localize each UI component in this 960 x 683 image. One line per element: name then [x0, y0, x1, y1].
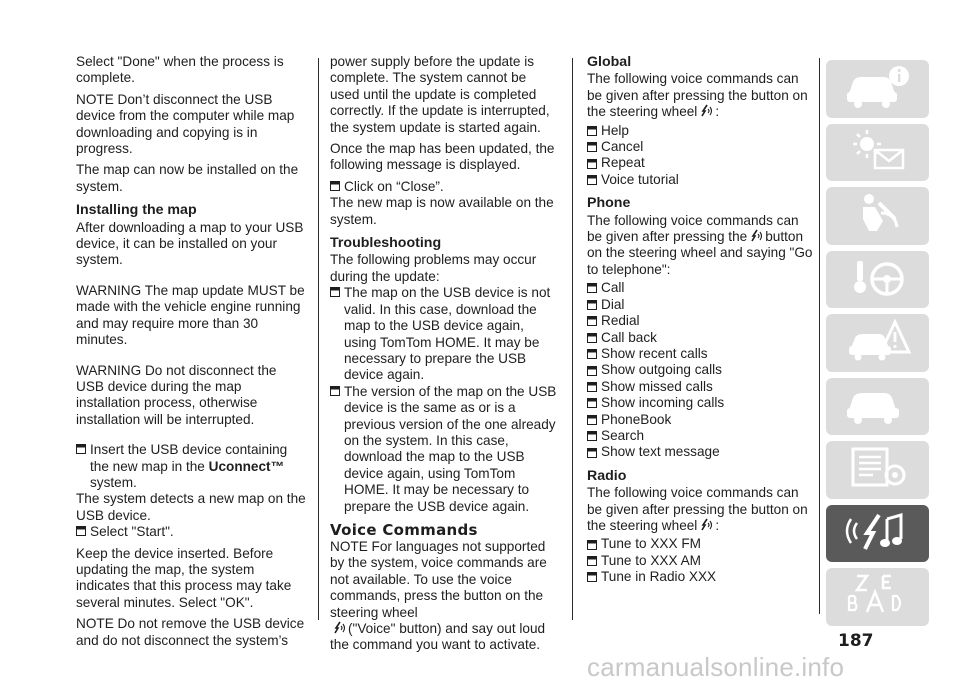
tab-index[interactable] [826, 568, 929, 626]
heading-voice-commands: Voice Commands [330, 520, 478, 539]
note-paragraph: NOTE For languages not supported by the system, voice commands are not available. To use the voice commands, press the button on the steering wheel ("Voice" button) and say out loud the command you want to activate. [330, 538, 547, 653]
bullet-icon [587, 415, 597, 425]
heading-troubleshooting: Troubleshooting [330, 235, 442, 252]
command-list-item [587, 172, 815, 188]
bullet-icon [587, 283, 597, 293]
command-list-item [587, 428, 815, 444]
warning-paragraph: WARNING The map update MUST be made with the vehicle engine running and may require more than 30 minutes. [76, 282, 305, 348]
tab-safety[interactable] [826, 187, 929, 245]
bullet-icon [587, 448, 597, 458]
command-text: Show missed calls [601, 378, 713, 394]
bullet-icon [587, 126, 597, 136]
bullet-icon [587, 540, 597, 550]
bullet-item [76, 524, 308, 540]
tab-car-info[interactable] [826, 60, 929, 118]
voice-button-icon [749, 229, 763, 243]
multimedia-icon [843, 509, 913, 558]
column-divider [819, 58, 820, 614]
starting-driving-icon [843, 255, 913, 304]
paragraph: power supply before the update is complete. The system cannot be used until the update is completed correctly. If the update is interrupted, the system update is started again. [330, 54, 550, 135]
paragraph: Select "Done" when the process is complete. [76, 54, 284, 86]
tab-technical-data[interactable] [826, 441, 929, 499]
command-list-item [587, 139, 815, 155]
bullet-icon [587, 159, 597, 169]
column-divider [572, 58, 573, 620]
voice-button-icon [699, 518, 713, 532]
bullet-text: Select "Start". [90, 524, 174, 540]
bullet-icon [587, 431, 597, 441]
tab-warning-lights[interactable] [826, 124, 929, 182]
paragraph: The following voice commands can be given after pressing the button on the steering wheel : [587, 485, 808, 533]
paragraph: The system detects a new map on the USB device. [76, 491, 306, 523]
bullet-text: The version of the map on the USB device is the same as or is a previous version of the one already on the system. In this case, download the map to the USB device again, using TomTom HOME. It may be necessary to prepare the USB device again. [344, 383, 557, 514]
heading-global: Global [587, 54, 632, 70]
tab-multimedia[interactable] [826, 505, 929, 563]
watermark: carmanualsonline.info [587, 652, 845, 682]
command-list-item [587, 379, 815, 395]
bullet-text: The map on the USB device is not valid. In this case, download the map to the USB device again, using TomTom HOME. It may be necessary to prepare the USB device again. [344, 285, 551, 383]
command-text: PhoneBook [601, 411, 672, 427]
command-text: Call [601, 280, 625, 296]
safety-airbag-icon [843, 191, 913, 240]
command-list-item [587, 280, 815, 296]
command-text: Dial [601, 296, 625, 312]
bullet-icon [76, 444, 86, 454]
voice-button-icon [332, 621, 346, 635]
page-number: 187 [838, 631, 874, 651]
warning-paragraph: WARNING Do not disconnect the USB device during the map installation process, otherwise installation will be interrupted. [76, 362, 277, 427]
command-text: Show recent calls [601, 345, 708, 361]
bullet-item [330, 384, 558, 515]
command-list-item [587, 297, 815, 313]
heading-installing-map: Installing the map [76, 202, 197, 219]
tab-emergency[interactable] [826, 314, 929, 372]
radio-command-list [587, 536, 815, 585]
command-list-item [587, 123, 815, 139]
bullet-icon [587, 398, 597, 408]
command-list-item [587, 362, 815, 378]
tab-maintenance[interactable] [826, 378, 929, 436]
index-icon [843, 572, 913, 621]
paragraph: The following voice commands can be given after pressing the button on the steering wheel : [587, 71, 808, 120]
command-text: Voice tutorial [601, 171, 679, 187]
bullet-icon [587, 333, 597, 343]
command-list-item [587, 444, 815, 460]
bullet-icon [587, 316, 597, 326]
command-text: Tune to XXX FM [601, 536, 701, 552]
note-paragraph: NOTE Do not remove the USB device and do not disconnect the system’s [76, 616, 305, 648]
command-list-item [587, 569, 815, 585]
emergency-icon [843, 318, 913, 367]
command-text: Cancel [601, 139, 644, 155]
bullet-icon [587, 366, 597, 376]
command-list-item [587, 330, 815, 346]
bullet-icon [587, 556, 597, 566]
bullet-icon [587, 300, 597, 310]
column-middle [330, 54, 558, 659]
section-tabs [826, 60, 929, 632]
command-list-item [587, 346, 815, 362]
heading-radio: Radio [587, 467, 627, 484]
command-list-item [587, 155, 815, 171]
bullet-item [76, 442, 308, 491]
command-list-item [587, 412, 815, 428]
command-text: Show incoming calls [601, 395, 725, 411]
bullet-icon [587, 382, 597, 392]
bullet-icon [330, 386, 340, 396]
command-text: Search [601, 427, 645, 443]
paragraph: Once the map has been updated, the following message is displayed. [330, 141, 555, 173]
bullet-icon [330, 287, 340, 297]
global-command-list [587, 123, 815, 189]
bullet-icon [587, 175, 597, 185]
paragraph: Keep the device inserted. Before updating the map, the system indicates that this process may take several minutes. Select "OK". [76, 545, 292, 610]
command-list-item [587, 395, 815, 411]
bullet-icon [587, 142, 597, 152]
command-text: Show text message [601, 444, 720, 460]
voice-button-icon [699, 104, 713, 118]
command-text: Tune in Radio XXX [601, 569, 717, 585]
maintenance-icon [843, 382, 913, 431]
warning-lights-icon [843, 128, 913, 177]
tab-starting-driving[interactable] [826, 251, 929, 309]
car-info-icon [843, 64, 913, 113]
command-text: Tune to XXX AM [601, 552, 701, 568]
bullet-icon [587, 572, 597, 582]
command-text: Repeat [601, 155, 645, 171]
bullet-item [330, 285, 558, 383]
paragraph: The new map is now available on the system. [330, 195, 554, 227]
command-list-item [587, 536, 815, 552]
command-text: Help [601, 122, 629, 138]
technical-data-icon [843, 445, 913, 494]
phone-command-list [587, 280, 815, 460]
heading-phone: Phone [587, 195, 631, 212]
column-right [587, 54, 815, 586]
bullet-icon [76, 526, 86, 536]
command-list-item [587, 313, 815, 329]
bullet-item [330, 179, 558, 195]
command-text: Show outgoing calls [601, 362, 722, 378]
command-text: Redial [601, 313, 640, 329]
note-paragraph: NOTE Don’t disconnect the USB device from the computer while map downloading and copying is in progress. [76, 91, 295, 157]
command-list-item [587, 553, 815, 569]
paragraph: After downloading a map to your USB device, it can be installed on your system. [76, 219, 304, 268]
paragraph: The following voice commands can be given after pressing the button on the steering wheel and saying "Go to telephone": [587, 212, 813, 277]
bullet-icon [330, 181, 340, 191]
paragraph: The following problems may occur during the update: [330, 252, 537, 284]
column-left [76, 54, 308, 654]
uconnect-brand: Uconnect™ [208, 458, 285, 474]
command-text: Call back [601, 329, 657, 345]
paragraph: The map can now be installed on the system. [76, 162, 299, 194]
column-divider [318, 58, 319, 620]
bullet-text: Click on “Close”. [344, 178, 444, 194]
bullet-text: Insert the USB device containing the new map in the [90, 442, 288, 474]
bullet-icon [587, 349, 597, 359]
bullet-text: system. [90, 474, 137, 490]
